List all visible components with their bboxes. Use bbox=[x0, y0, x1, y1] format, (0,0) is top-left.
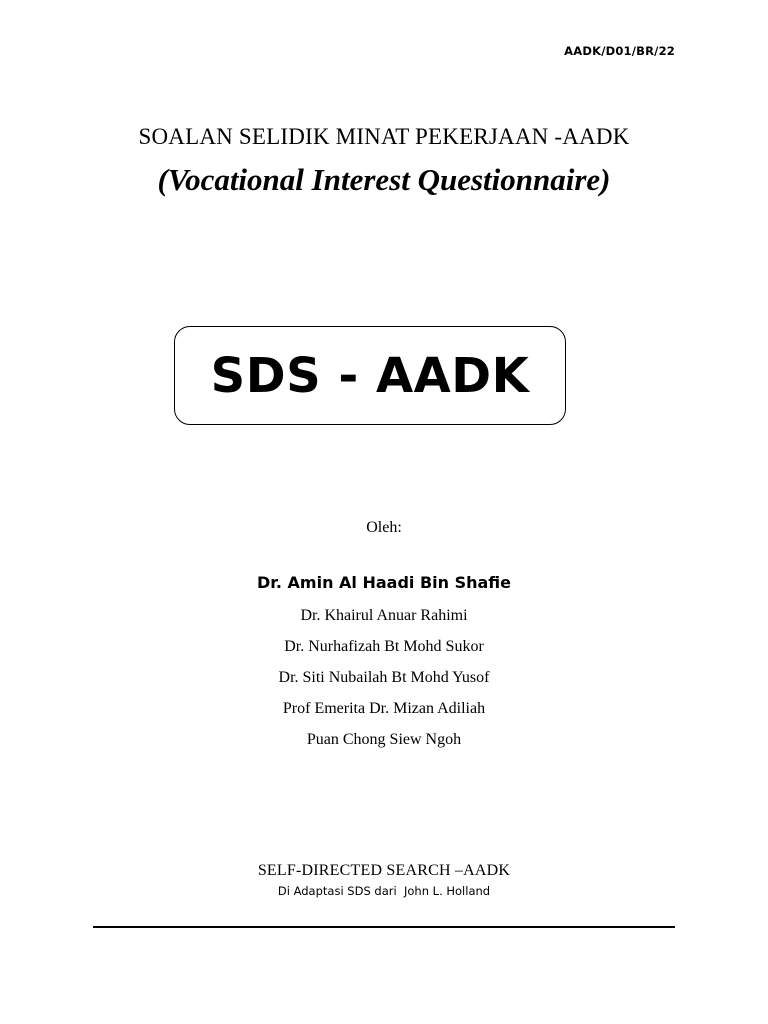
footer-divider bbox=[93, 926, 675, 928]
author-item: Dr. Nurhafizah Bt Mohd Sukor bbox=[284, 638, 484, 655]
sds-title-text: SDS - AADK bbox=[210, 347, 530, 404]
footer-attribution: Di Adaptasi SDS dari John L. Holland bbox=[277, 884, 491, 898]
author-list bbox=[0, 605, 768, 760]
sds-title-box bbox=[174, 326, 566, 425]
author-item: Dr. Khairul Anuar Rahimi bbox=[300, 607, 468, 624]
author-item: Puan Chong Siew Ngoh bbox=[306, 731, 462, 748]
footer-title: SELF-DIRECTED SEARCH –AADK bbox=[257, 862, 511, 879]
title-main: SOALAN SELIDIK MINAT PEKERJAAN -AADK bbox=[138, 124, 630, 149]
document-code: AADK/D01/BR/22 bbox=[564, 44, 675, 58]
author-item: Prof Emerita Dr. Mizan Adiliah bbox=[282, 700, 486, 717]
by-label: Oleh: bbox=[366, 519, 402, 536]
lead-author: Dr. Amin Al Haadi Bin Shafie bbox=[256, 573, 512, 592]
title-subtitle: (Vocational Interest Questionnaire) bbox=[157, 162, 611, 197]
author-item: Dr. Siti Nubailah Bt Mohd Yusof bbox=[278, 669, 490, 686]
